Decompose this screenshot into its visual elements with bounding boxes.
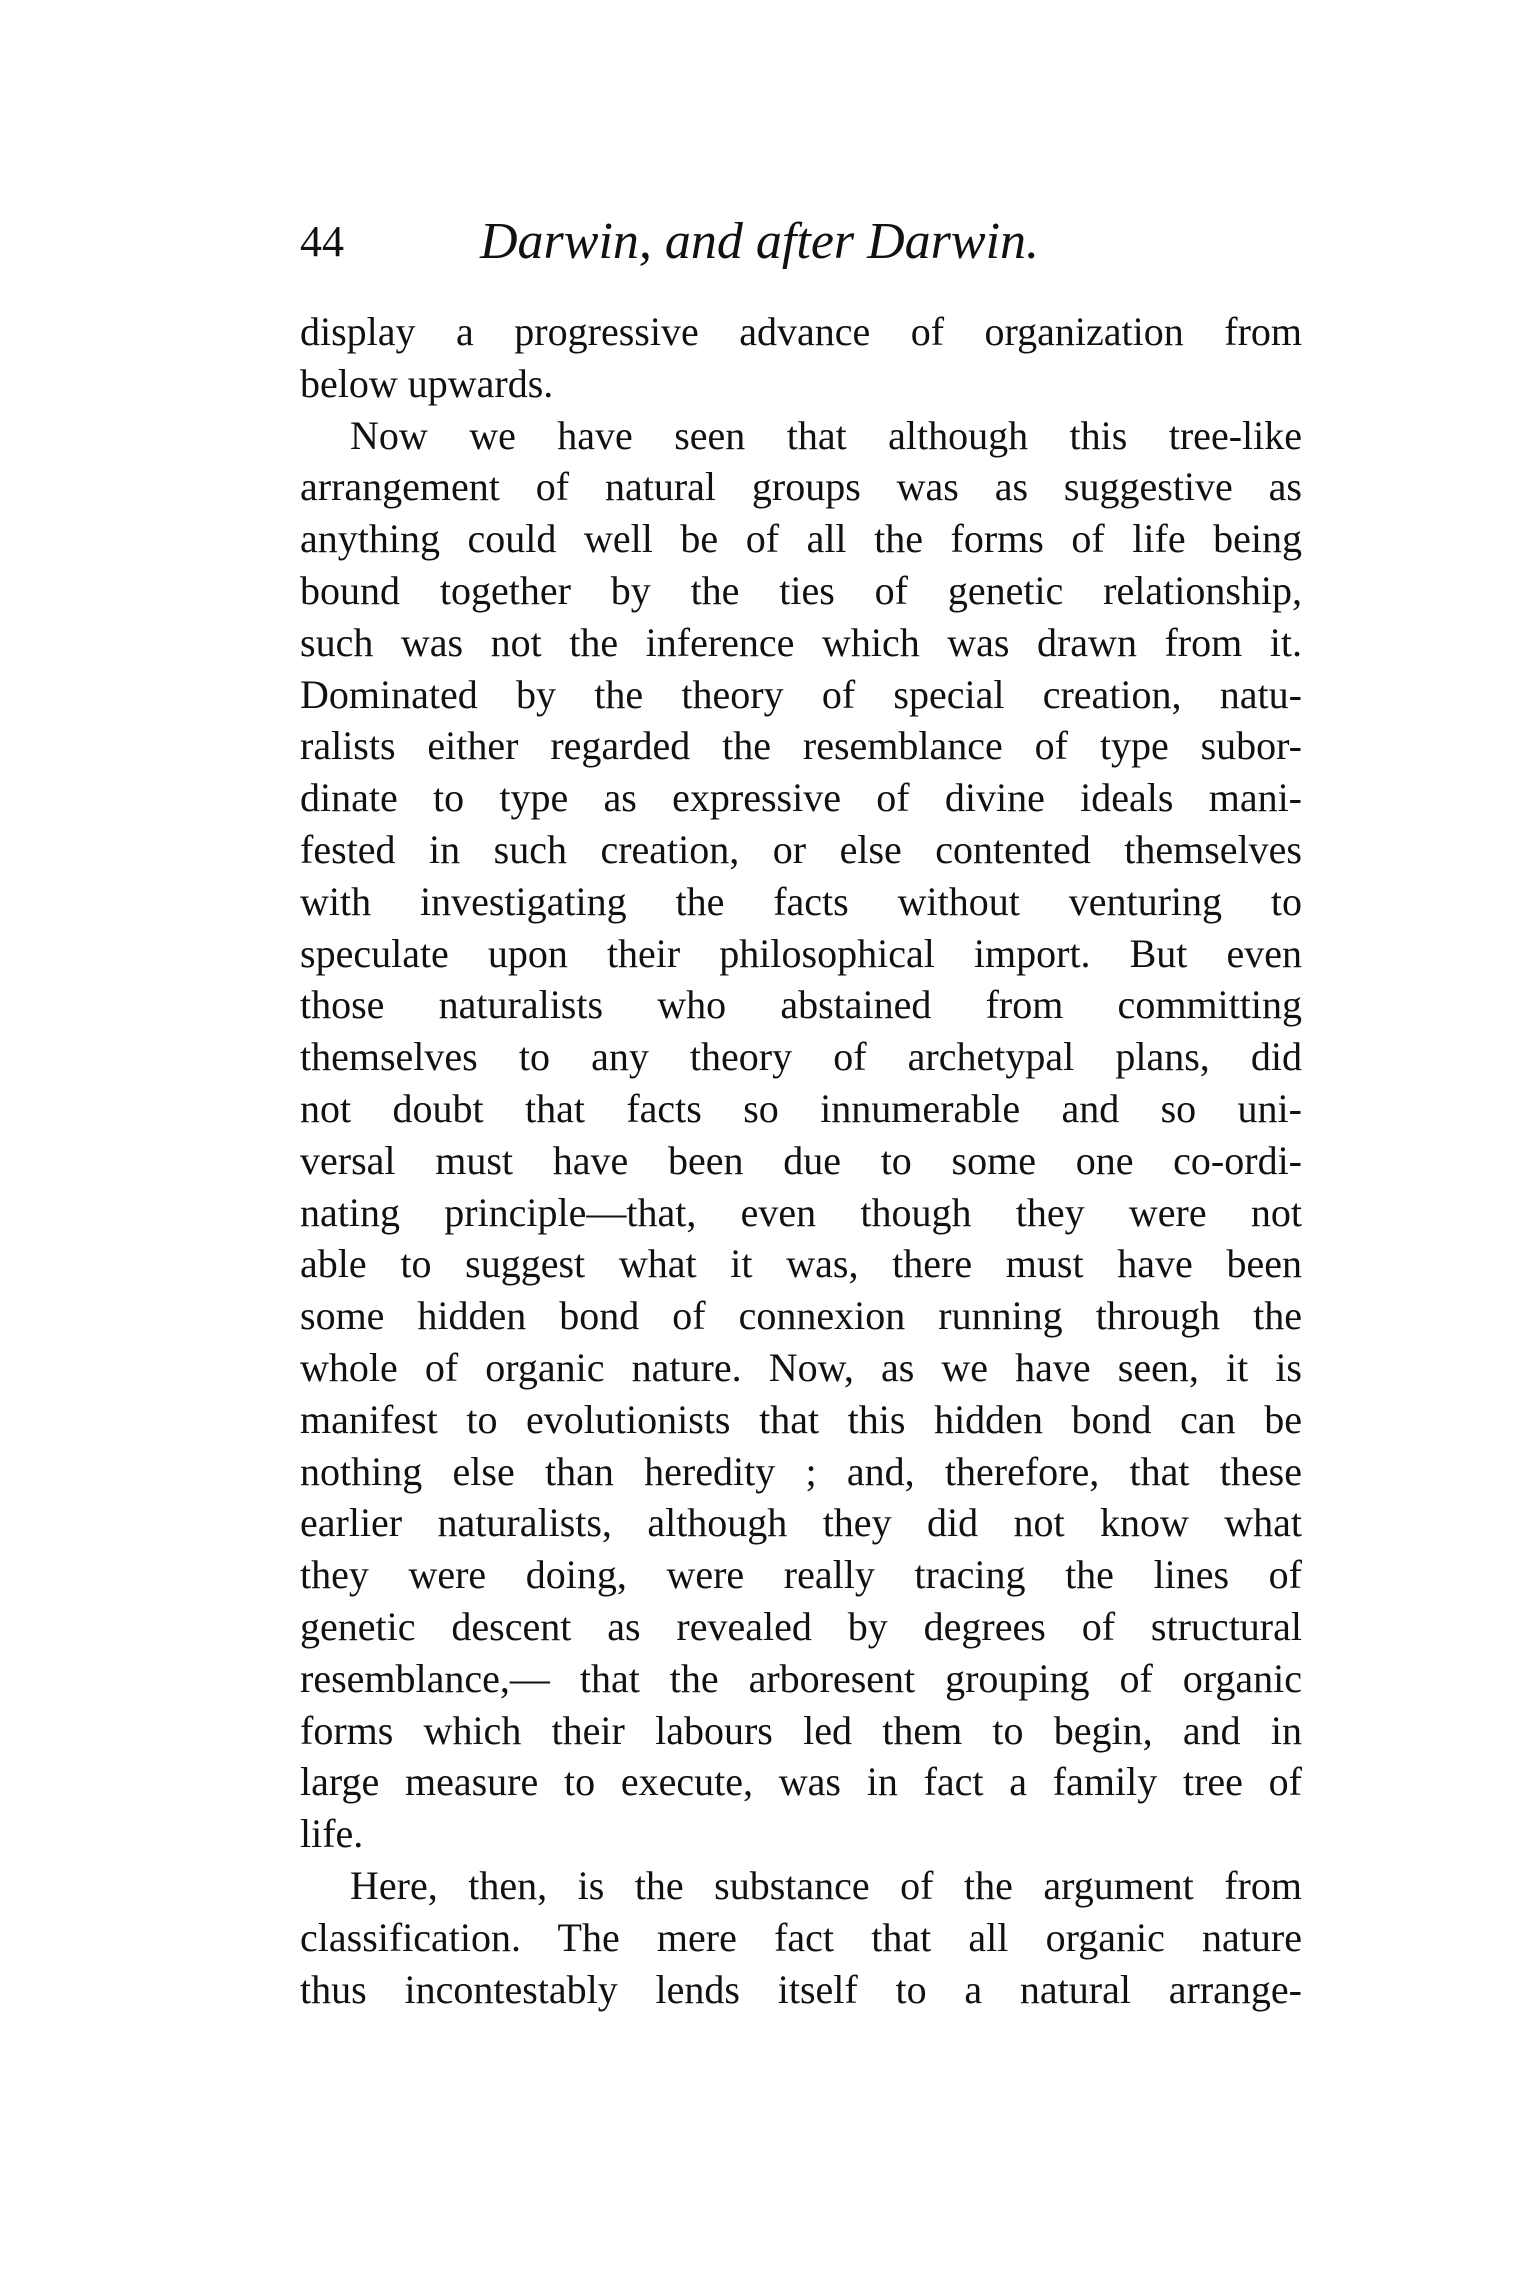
text-line: arrangement of natural groups was as suggestive as bbox=[300, 464, 1302, 510]
running-header bbox=[300, 212, 1300, 272]
text-line: earlier naturalists, although they did not know what bbox=[300, 1500, 1302, 1546]
text-line: bound together by the ties of genetic relationship, bbox=[300, 567, 1302, 613]
text-line: manifest to evolutionists that this hidden bond can be bbox=[300, 1396, 1302, 1442]
text-line: Now we have seen that although this tree-like bbox=[350, 412, 1302, 458]
text-line: dinate to type as expressive of divine ideals mani- bbox=[300, 775, 1302, 821]
text-line: whole of organic nature. Now, as we have seen, it is bbox=[300, 1344, 1302, 1390]
text-line: Here, then, is the substance of the argument from bbox=[350, 1862, 1302, 1908]
text-line: not doubt that facts so innumerable and so uni- bbox=[300, 1085, 1302, 1131]
text-line: fested in such creation, or else contented themselves bbox=[300, 826, 1302, 872]
text-line: versal must have been due to some one co-ordi- bbox=[300, 1137, 1302, 1183]
text-line: with investigating the facts without venturing to bbox=[300, 878, 1302, 924]
text-line: some hidden bond of connexion running through the bbox=[300, 1293, 1302, 1339]
text-line: speculate upon their philosophical import. But even bbox=[300, 930, 1302, 976]
text-line: nating principle—that, even though they were not bbox=[300, 1189, 1302, 1235]
text-line: able to suggest what it was, there must have been bbox=[300, 1241, 1302, 1287]
text-line: life. bbox=[300, 1811, 364, 1857]
text-line: Dominated by the theory of special creation, natu- bbox=[300, 671, 1302, 717]
text-line: such was not the inference which was drawn from it. bbox=[300, 619, 1302, 665]
text-line: thus incontestably lends itself to a natural arrange- bbox=[300, 1966, 1302, 2012]
text-line: nothing else than heredity ; and, therefore, that these bbox=[300, 1448, 1302, 1494]
text-line: display a progressive advance of organization from bbox=[300, 309, 1302, 354]
text-line: resemblance,— that the arboresent grouping of organic bbox=[300, 1655, 1302, 1701]
running-title: Darwin, and after Darwin. bbox=[480, 213, 1040, 270]
text-line: genetic descent as revealed by degrees of structural bbox=[300, 1603, 1302, 1649]
page-body-text bbox=[300, 306, 1302, 2015]
text-line: themselves to any theory of archetypal plans, did bbox=[300, 1034, 1302, 1080]
text-line: below upwards. bbox=[300, 360, 554, 406]
text-line: forms which their labours led them to begin, and in bbox=[300, 1707, 1302, 1753]
text-line: they were doing, were really tracing the lines of bbox=[300, 1552, 1302, 1598]
page-number: 44 bbox=[300, 217, 344, 266]
text-line: classification. The mere fact that all organic nature bbox=[300, 1914, 1302, 1960]
text-line: anything could well be of all the forms of life being bbox=[300, 516, 1302, 562]
text-line: those naturalists who abstained from committing bbox=[300, 982, 1302, 1028]
text-line: large measure to execute, was in fact a family tree of bbox=[300, 1759, 1302, 1805]
text-line: ralists either regarded the resemblance of type subor- bbox=[300, 723, 1302, 769]
